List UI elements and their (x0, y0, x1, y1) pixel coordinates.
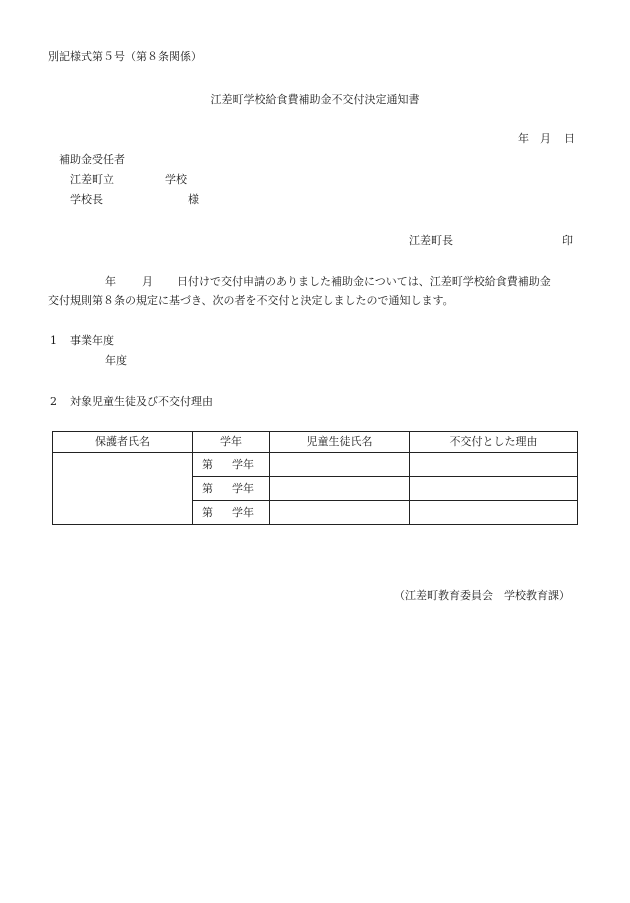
reason-cell (410, 453, 578, 477)
reason-cell (410, 501, 578, 525)
student-name-cell (270, 453, 410, 477)
table-row (53, 453, 578, 477)
grade-cell (193, 453, 270, 477)
body-year: 年 (105, 275, 116, 288)
header-guardian-name: 保護者氏名 (53, 432, 193, 453)
sender-name: 江差町長 (409, 234, 453, 247)
grade-prefix: 第 (202, 505, 213, 519)
reason-cell (410, 477, 578, 501)
guardian-name-cell (53, 453, 193, 525)
honorific: 様 (188, 193, 199, 206)
date-year: 年 (518, 132, 529, 145)
header-reason: 不交付とした理由 (410, 432, 578, 453)
grade-suffix: 学年 (232, 481, 254, 495)
body-line1-rest: 日付けで交付申請のありました補助金については、江差町学校給食費補助金 (177, 275, 551, 288)
recipient-heading: 補助金受任者 (59, 153, 125, 166)
document-title: 江差町学校給食費補助金不交付決定通知書 (210, 93, 420, 106)
grade-prefix: 第 (202, 481, 213, 495)
grade-cell (193, 501, 270, 525)
body-line2: 交付規則第８条の規定に基づき、次の者を不交付と決定しましたので通知します。 (48, 294, 454, 307)
school-prefix: 江差町立 (70, 173, 114, 186)
section1-value: 年度 (105, 354, 127, 367)
date-month: 月 (540, 132, 551, 145)
form-reference: 別記様式第５号（第８条関係） (48, 50, 202, 63)
recipients-table (52, 431, 578, 525)
grade-prefix: 第 (202, 457, 213, 471)
grade-suffix: 学年 (232, 505, 254, 519)
student-name-cell (270, 501, 410, 525)
section2-number: 2 (50, 395, 57, 408)
footer-department: （江差町教育委員会 学校教育課） (394, 589, 570, 602)
seal-mark: 印 (562, 234, 573, 247)
date-day: 日 (564, 132, 575, 145)
grade-cell (193, 477, 270, 501)
section1-number: 1 (50, 334, 57, 347)
grade-suffix: 学年 (232, 457, 254, 471)
header-student-name: 児童生徒氏名 (270, 432, 410, 453)
body-month: 月 (142, 275, 153, 288)
student-name-cell (270, 477, 410, 501)
principal-label: 学校長 (70, 193, 103, 206)
section1-title: 事業年度 (70, 334, 114, 347)
header-grade: 学年 (193, 432, 270, 453)
table-header-row (53, 432, 578, 453)
section2-title: 対象児童生徒及び不交付理由 (70, 395, 213, 408)
school-suffix: 学校 (165, 173, 187, 186)
